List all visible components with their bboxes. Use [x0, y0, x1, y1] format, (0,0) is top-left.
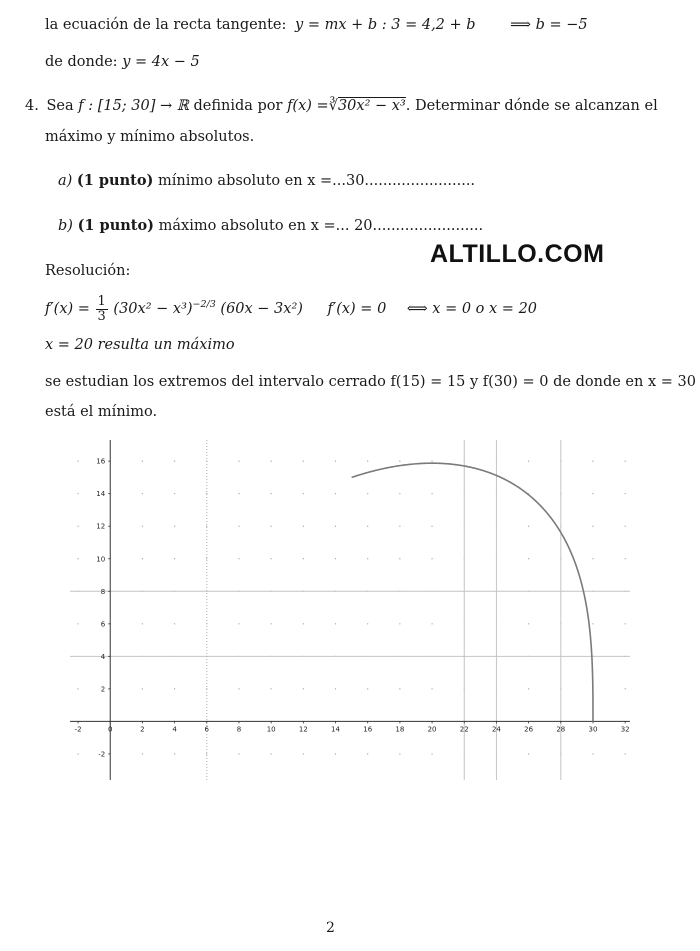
grid-dot — [303, 461, 304, 462]
x-tick-label: 30 — [588, 725, 598, 734]
grid-dot — [77, 688, 78, 689]
item-a-text: mínimo absoluto en x =...30........................ — [157, 173, 476, 189]
result-text: de donde: — [45, 54, 118, 70]
grid-dot — [271, 526, 272, 527]
grid-dot — [335, 688, 336, 689]
grid-dot — [625, 558, 626, 559]
grid-dot — [592, 461, 593, 462]
grid-dot — [77, 558, 78, 559]
grid-dot — [625, 493, 626, 494]
grid-dot — [238, 688, 239, 689]
grid-dot — [625, 623, 626, 624]
grid-dot — [271, 461, 272, 462]
grid-dot — [142, 493, 143, 494]
tangent-math: y = mx + b : 3 = 4,2 + b — [295, 17, 476, 33]
problem-number: 4. — [25, 98, 39, 114]
watermark: ALTILLO.COM — [430, 240, 605, 268]
grid-dot — [142, 623, 143, 624]
derivative-inner: (60x − 3x²) — [220, 301, 303, 317]
grid-dot — [335, 558, 336, 559]
grid-dot — [367, 688, 368, 689]
grid-dot — [399, 753, 400, 754]
y-tick-label: 2 — [100, 685, 106, 694]
grid-dot — [431, 623, 432, 624]
x-tick-label: 24 — [491, 725, 501, 734]
grid-dot — [142, 558, 143, 559]
x-tick-label: 28 — [556, 725, 566, 734]
derivative-lhs: f′(x) = — [45, 301, 90, 317]
tangent-result: ⟹ b = −5 — [510, 17, 588, 33]
function-curve — [352, 463, 593, 721]
grid-dot — [142, 526, 143, 527]
endpoints-line-1: se estudian los extremos del intervalo cerrado f(15) = 15 y f(30) = 0 de donde en x = 30 — [45, 374, 696, 390]
grid-dot — [625, 526, 626, 527]
y-tick-label: 12 — [96, 522, 106, 531]
grid-dot — [367, 623, 368, 624]
grid-dot — [399, 526, 400, 527]
function-graph — [70, 440, 630, 780]
critical-points: ⟺ x = 0 o x = 20 — [406, 301, 538, 317]
grid-dot — [367, 493, 368, 494]
grid-dot — [174, 461, 175, 462]
y-tick-label: 14 — [96, 490, 106, 499]
tangent-result-line — [45, 53, 200, 71]
y-tick-label: 16 — [96, 457, 106, 466]
tangent-text: la ecuación de la recta tangente: — [45, 17, 287, 33]
problem-sea: Sea — [46, 98, 74, 114]
problem-4-line2: máximo y mínimo absolutos. — [45, 129, 255, 145]
grid-dot — [399, 493, 400, 494]
problem-4-statement — [25, 97, 658, 115]
problem-domain: f : [15; 30] → ℝ — [78, 98, 189, 114]
item-a-points: (1 punto) — [76, 172, 154, 189]
grid-dot — [592, 753, 593, 754]
grid-dot — [238, 461, 239, 462]
grid-dot — [238, 753, 239, 754]
grid-dot — [142, 461, 143, 462]
item-a — [58, 172, 475, 190]
grid-dot — [303, 753, 304, 754]
x-tick-label: 18 — [395, 725, 405, 734]
item-b-points: (1 punto) — [77, 217, 155, 234]
one-third-fraction — [96, 295, 108, 324]
derivative-zero: f′(x) = 0 — [327, 301, 387, 317]
grid-dot — [238, 526, 239, 527]
problem-fx: f(x) = — [287, 98, 329, 114]
x-tick-label: 0 — [107, 725, 113, 734]
grid-dot — [431, 558, 432, 559]
grid-dot — [77, 753, 78, 754]
grid-dot — [528, 461, 529, 462]
grid-dot — [335, 493, 336, 494]
grid-dot — [528, 623, 529, 624]
x-tick-label: 2 — [140, 725, 145, 734]
grid-dot — [271, 688, 272, 689]
grid-dot — [367, 526, 368, 527]
grid-dot — [303, 526, 304, 527]
grid-dot — [142, 688, 143, 689]
x-tick-label: 16 — [363, 725, 373, 734]
grid-dot — [174, 753, 175, 754]
grid-dot — [431, 493, 432, 494]
grid-dot — [303, 558, 304, 559]
grid-dot — [271, 493, 272, 494]
derivative-line — [45, 290, 537, 324]
endpoints-line-2: está el mínimo. — [45, 404, 158, 420]
grid-dot — [367, 461, 368, 462]
grid-dot — [528, 558, 529, 559]
x-tick-label: 26 — [524, 725, 534, 734]
x-tick-label: 20 — [427, 725, 437, 734]
x-tick-label: 10 — [266, 725, 276, 734]
x-tick-label: 8 — [236, 725, 242, 734]
tangent-equation-line — [45, 16, 588, 34]
item-b-label: b) — [58, 218, 73, 234]
item-b-text: máximo absoluto en x =... 20........................ — [158, 218, 484, 234]
grid-dot — [399, 461, 400, 462]
grid-dot — [174, 493, 175, 494]
fraction-numerator: 1 — [97, 293, 106, 309]
y-tick-label: 4 — [100, 652, 106, 661]
grid-dot — [174, 623, 175, 624]
derivative-exponent: −2/3 — [192, 299, 216, 310]
grid-dot — [303, 688, 304, 689]
y-tick-label: 8 — [100, 587, 106, 596]
grid-dot — [77, 623, 78, 624]
grid-dot — [303, 493, 304, 494]
grid-dot — [77, 493, 78, 494]
grid-dot — [625, 753, 626, 754]
grid-dot — [592, 558, 593, 559]
grid-dot — [528, 526, 529, 527]
grid-dot — [431, 526, 432, 527]
grid-dot — [431, 688, 432, 689]
cube-root-symbol: ∛ — [328, 98, 338, 114]
grid-dot — [206, 753, 207, 754]
grid-dot — [206, 526, 207, 527]
x-tick-label: 32 — [620, 725, 630, 734]
page-number: 2 — [326, 920, 335, 936]
grid-dot — [271, 558, 272, 559]
grid-dot — [367, 753, 368, 754]
maximum-line: x = 20 resulta un máximo — [45, 337, 235, 353]
grid-dot — [335, 753, 336, 754]
grid-dot — [431, 753, 432, 754]
grid-dot — [431, 461, 432, 462]
x-tick-label: 22 — [459, 725, 469, 734]
grid-dot — [592, 526, 593, 527]
problem-determinar: . Determinar dónde se alcanzan el — [405, 98, 658, 114]
grid-dot — [142, 753, 143, 754]
fraction-denominator: 3 — [97, 308, 106, 324]
grid-dot — [77, 461, 78, 462]
result-math: y = 4x − 5 — [122, 54, 200, 70]
grid-dot — [625, 688, 626, 689]
x-tick-label: -2 — [74, 725, 82, 734]
grid-dot — [238, 558, 239, 559]
grid-dot — [303, 623, 304, 624]
grid-dot — [271, 753, 272, 754]
x-tick-label: 14 — [331, 725, 340, 734]
y-tick-label: 10 — [96, 555, 106, 564]
grid-dot — [399, 623, 400, 624]
grid-dot — [335, 461, 336, 462]
grid-dot — [238, 623, 239, 624]
grid-dot — [399, 688, 400, 689]
grid-dot — [625, 461, 626, 462]
grid-dot — [174, 558, 175, 559]
grid-dot — [77, 526, 78, 527]
y-tick-label: 6 — [100, 620, 106, 629]
derivative-base: (30x² − x³) — [113, 301, 193, 317]
grid-dot — [528, 688, 529, 689]
grid-dot — [206, 558, 207, 559]
y-tick-label: -2 — [98, 750, 106, 759]
resolution-heading: Resolución: — [45, 263, 131, 279]
grid-dot — [335, 526, 336, 527]
grid-dot — [271, 623, 272, 624]
grid-dot — [367, 558, 368, 559]
grid-dot — [528, 753, 529, 754]
x-tick-label: 12 — [298, 725, 308, 734]
x-tick-label: 6 — [204, 725, 210, 734]
radicand: 30x² − x³ — [337, 98, 406, 114]
grid-dot — [399, 558, 400, 559]
item-a-label: a) — [58, 173, 73, 189]
problem-definida: definida por — [193, 98, 283, 114]
grid-dot — [592, 623, 593, 624]
item-b — [58, 217, 483, 235]
grid-dot — [174, 526, 175, 527]
grid-dot — [592, 493, 593, 494]
grid-dot — [335, 623, 336, 624]
x-tick-label: 4 — [172, 725, 177, 734]
grid-dot — [174, 688, 175, 689]
grid-dot — [238, 493, 239, 494]
